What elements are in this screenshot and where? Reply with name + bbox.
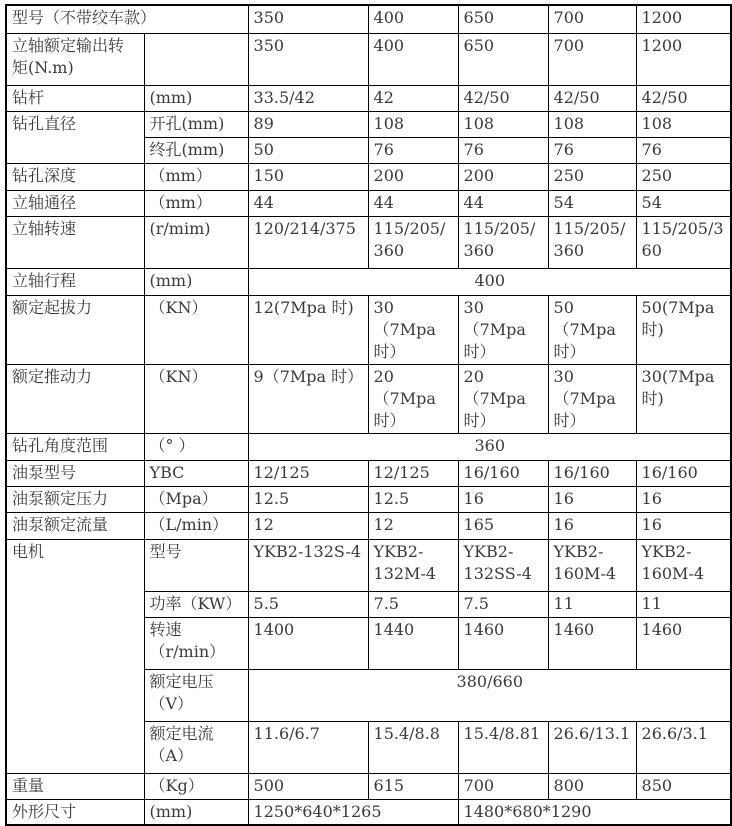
value-cell: 16 <box>636 486 731 512</box>
value-cell: 7.5 <box>458 591 548 617</box>
value-cell: 9（7Mpa 时） <box>248 364 368 433</box>
unit-cell: （KN） <box>144 364 248 433</box>
value-cell: 360 <box>248 433 731 460</box>
value-cell: 200 <box>458 163 548 190</box>
row-label-cell: 立轴转速 <box>6 216 144 268</box>
value-cell: 12.5 <box>248 486 368 512</box>
value-cell: 33.5/42 <box>248 85 368 111</box>
value-cell: 650 <box>458 33 548 85</box>
row-label-cell: 重量 <box>6 773 144 799</box>
value-cell: 42/50 <box>458 85 548 111</box>
row-label-cell: 立轴额定输出转矩(N.m) <box>6 33 144 85</box>
row-label-cell: 外形尺寸 <box>6 799 144 825</box>
table-row <box>6 433 731 460</box>
value-cell: 30（7Mpa 时） <box>368 295 458 364</box>
value-cell: 16 <box>548 486 636 512</box>
value-cell: 26.6/13.1 <box>548 721 636 773</box>
unit-cell: (mm) <box>144 85 248 111</box>
row-label-cell: 钻杆 <box>6 85 144 111</box>
value-cell: 500 <box>248 773 368 799</box>
unit-cell: YBC <box>144 460 248 486</box>
value-cell: 76 <box>368 137 458 163</box>
value-cell: 50 <box>248 137 368 163</box>
value-cell: 12(7Mpa 时) <box>248 295 368 364</box>
value-cell: 700 <box>458 773 548 799</box>
value-cell: 108 <box>636 111 731 137</box>
value-cell: 54 <box>636 190 731 216</box>
unit-cell: 功率（KW） <box>144 591 248 617</box>
row-label-cell: 钻孔直径 <box>6 111 144 163</box>
value-cell: 16 <box>548 512 636 539</box>
value-cell: 12/125 <box>248 460 368 486</box>
value-cell: 76 <box>458 137 548 163</box>
value-cell: 400 <box>368 5 458 33</box>
value-cell: 89 <box>248 111 368 137</box>
value-cell: 650 <box>458 5 548 33</box>
value-cell: 1460 <box>636 617 731 669</box>
value-cell: 11 <box>636 591 731 617</box>
table-row <box>6 216 731 268</box>
value-cell: 850 <box>636 773 731 799</box>
value-cell: YKB2-132SS-4 <box>458 539 548 591</box>
unit-cell: 转速（r/min） <box>144 617 248 669</box>
table-row <box>6 268 731 295</box>
row-label-cell: 钻孔深度 <box>6 163 144 190</box>
value-cell: YKB2-160M-4 <box>636 539 731 591</box>
value-cell: 20（7Mpa 时） <box>458 364 548 433</box>
value-cell: 115/205/360 <box>548 216 636 268</box>
table-row <box>6 295 731 364</box>
value-cell: 12.5 <box>368 486 458 512</box>
unit-cell: （L/min） <box>144 512 248 539</box>
table-row <box>6 85 731 111</box>
value-cell: YKB2-132S-4 <box>248 539 368 591</box>
value-cell: 7.5 <box>368 591 458 617</box>
value-cell: 108 <box>458 111 548 137</box>
table-row <box>6 539 731 591</box>
value-cell: 26.6/3.1 <box>636 721 731 773</box>
value-cell: 250 <box>548 163 636 190</box>
value-cell: 200 <box>368 163 458 190</box>
unit-cell: （mm） <box>144 190 248 216</box>
unit-cell: (r/mim) <box>144 216 248 268</box>
value-cell: 30（7Mpa 时） <box>458 295 548 364</box>
row-label-cell: 额定起拔力 <box>6 295 144 364</box>
row-label-cell: 额定推动力 <box>6 364 144 433</box>
value-cell: 16 <box>636 512 731 539</box>
unit-cell: （Kg） <box>144 773 248 799</box>
value-cell: 12 <box>368 512 458 539</box>
value-cell: 16/160 <box>636 460 731 486</box>
row-label-cell: 钻孔角度范围 <box>6 433 144 460</box>
value-cell: 50(7Mpa 时) <box>636 295 731 364</box>
table-row <box>6 163 731 190</box>
value-cell: 76 <box>548 137 636 163</box>
table-row <box>6 460 731 486</box>
value-cell: 1200 <box>636 33 731 85</box>
value-cell: 115/205/360 <box>368 216 458 268</box>
row-label-cell: 油泵额定流量 <box>6 512 144 539</box>
value-cell: 700 <box>548 5 636 33</box>
value-cell: 30(7Mpa 时) <box>636 364 731 433</box>
value-cell: 115/205/360 <box>636 216 731 268</box>
value-cell: 15.4/8.8 <box>368 721 458 773</box>
value-cell: 1460 <box>458 617 548 669</box>
value-cell: 44 <box>368 190 458 216</box>
value-cell: YKB2-160M-4 <box>548 539 636 591</box>
unit-cell: 型号 <box>144 539 248 591</box>
unit-cell: （KN） <box>144 295 248 364</box>
value-cell: 44 <box>248 190 368 216</box>
unit-cell: 终孔(mm) <box>144 137 248 163</box>
value-cell: 250 <box>636 163 731 190</box>
table-row <box>6 5 731 33</box>
value-cell: 12 <box>248 512 368 539</box>
value-cell: 165 <box>458 512 548 539</box>
value-cell: 15.4/8.81 <box>458 721 548 773</box>
value-cell: 16/160 <box>548 460 636 486</box>
value-cell: 400 <box>368 33 458 85</box>
spec-table <box>5 4 732 826</box>
value-cell: 108 <box>548 111 636 137</box>
value-cell: 108 <box>368 111 458 137</box>
row-label-cell: 立轴行程 <box>6 268 144 295</box>
value-cell: 800 <box>548 773 636 799</box>
unit-cell: （° ） <box>144 433 248 460</box>
value-cell: 380/660 <box>248 669 731 721</box>
value-cell: 42/50 <box>548 85 636 111</box>
table-row <box>6 512 731 539</box>
value-cell: 11 <box>548 591 636 617</box>
value-cell: 12/125 <box>368 460 458 486</box>
value-cell: 76 <box>636 137 731 163</box>
value-cell: 115/205/360 <box>458 216 548 268</box>
value-cell: 16/160 <box>458 460 548 486</box>
unit-cell: 额定电压（V） <box>144 669 248 721</box>
unit-cell <box>144 33 248 85</box>
value-cell: YKB2-132M-4 <box>368 539 458 591</box>
value-cell: 1480*680*1290 <box>458 799 731 825</box>
row-label-cell: 型号（不带绞车款） <box>6 5 248 33</box>
value-cell: 42 <box>368 85 458 111</box>
value-cell: 5.5 <box>248 591 368 617</box>
value-cell: 700 <box>548 33 636 85</box>
unit-cell: （Mpa） <box>144 486 248 512</box>
value-cell: 30（7Mpa 时） <box>548 364 636 433</box>
value-cell: 44 <box>458 190 548 216</box>
value-cell: 350 <box>248 33 368 85</box>
value-cell: 120/214/375 <box>248 216 368 268</box>
unit-cell: 额定电流（A） <box>144 721 248 773</box>
row-label-cell: 电机 <box>6 539 144 773</box>
table-row <box>6 364 731 433</box>
row-label-cell: 油泵额定压力 <box>6 486 144 512</box>
row-label-cell: 油泵型号 <box>6 460 144 486</box>
value-cell: 42/50 <box>636 85 731 111</box>
value-cell: 1400 <box>248 617 368 669</box>
unit-cell: （mm） <box>144 163 248 190</box>
row-label-cell: 立轴通径 <box>6 190 144 216</box>
value-cell: 615 <box>368 773 458 799</box>
table-row <box>6 111 731 137</box>
value-cell: 54 <box>548 190 636 216</box>
unit-cell: (mm) <box>144 268 248 295</box>
value-cell: 20（7Mpa 时） <box>368 364 458 433</box>
value-cell: 1440 <box>368 617 458 669</box>
value-cell: 11.6/6.7 <box>248 721 368 773</box>
value-cell: 350 <box>248 5 368 33</box>
value-cell: 16 <box>458 486 548 512</box>
table-row <box>6 773 731 799</box>
value-cell: 400 <box>248 268 731 295</box>
table-row <box>6 486 731 512</box>
value-cell: 1200 <box>636 5 731 33</box>
table-row <box>6 33 731 85</box>
unit-cell: (mm) <box>144 799 248 825</box>
value-cell: 1460 <box>548 617 636 669</box>
table-row <box>6 799 731 825</box>
value-cell: 50（7Mpa 时） <box>548 295 636 364</box>
spec-table-body <box>6 5 731 825</box>
table-row <box>6 190 731 216</box>
unit-cell: 开孔(mm) <box>144 111 248 137</box>
value-cell: 150 <box>248 163 368 190</box>
value-cell: 1250*640*1265 <box>248 799 458 825</box>
